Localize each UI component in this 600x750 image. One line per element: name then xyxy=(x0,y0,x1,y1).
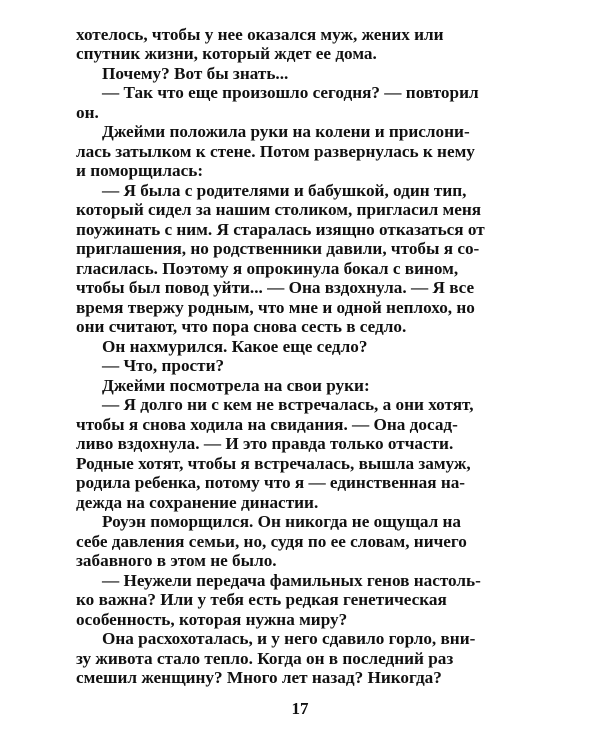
text-line: Джейми посмотрела на свои руки: xyxy=(102,375,370,395)
text-line: особенность, которая нужна миру? xyxy=(76,609,348,629)
text-line: поужинать с ним. Я старалась изящно отказаться от xyxy=(76,219,485,239)
text-line: Роуэн поморщился. Он никогда не ощущал на xyxy=(102,512,462,532)
text-line: лась затылком к стене. Потом развернулась к нему xyxy=(76,141,475,161)
text-line: — Неужели передача фамильных генов настоль- xyxy=(102,570,481,590)
text-line: который сидел за нашим столиком, пригласил меня xyxy=(76,200,482,220)
text-line: приглашения, но родственники давили, чтобы я со- xyxy=(76,239,480,259)
text-line: Почему? Вот бы знать... xyxy=(102,63,289,83)
text-line: смешил женщину? Много лет назад? Никогда? xyxy=(76,668,442,687)
text-line: чтобы я снова ходила на свидания. — Она досад- xyxy=(76,414,458,434)
text-line: гласилась. Поэтому я опрокинула бокал с вином, xyxy=(76,258,459,278)
page-number: 17 xyxy=(291,699,309,718)
text-line: чтобы был повод уйти... — Она вздохнула. — Я все xyxy=(76,278,475,298)
text-line: спутник жизни, который ждет ее дома. xyxy=(76,44,377,64)
text-line: Джейми положила руки на колени и прислони- xyxy=(102,122,470,142)
text-line: Родные хотят, чтобы я встречалась, вышла замуж, xyxy=(76,453,471,473)
text-line: — Что, прости? xyxy=(102,356,225,376)
text-line: ко важна? Или у тебя есть редкая генетическая xyxy=(76,590,447,610)
text-line: Он нахмурился. Какое еще седло? xyxy=(102,336,368,356)
text-line: дежда на сохранение династии. xyxy=(76,492,319,512)
text-line: Она расхохоталась, и у него сдавило горло, вни- xyxy=(102,629,476,649)
text-line: — Я была с родителями и бабушкой, один тип, xyxy=(102,180,467,200)
text-line: и поморщилась: xyxy=(76,161,204,181)
text-line: — Так что еще произошло сегодня? — повторил xyxy=(102,83,479,103)
text-line: забавного в этом не было. xyxy=(76,551,277,571)
text-line: ливо вздохнула. — И это правда только отчасти. xyxy=(76,434,454,454)
text-line: — Я долго ни с кем не встречалась, а они хотят, xyxy=(102,395,474,415)
text-line: хотелось, чтобы у нее оказался муж, жених или xyxy=(76,25,444,44)
text-line: время твержу родным, что мне и одной неплохо, но xyxy=(76,297,475,317)
text-line: родила ребенка, потому что я — единственная на- xyxy=(76,473,466,493)
text-line: зу живота стало тепло. Когда он в последний раз xyxy=(76,648,454,668)
text-line: себе давления семьи, но, судя по ее словам, ничего xyxy=(76,531,467,551)
text-line: он. xyxy=(76,102,99,122)
text-line: они считают, что пора снова сесть в седло. xyxy=(76,317,407,337)
